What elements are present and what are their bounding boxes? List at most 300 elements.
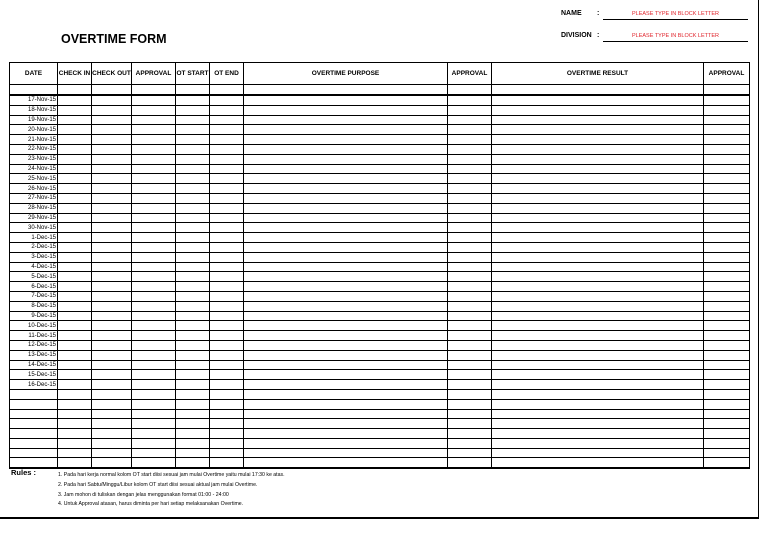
ot-end-cell[interactable]	[210, 399, 244, 409]
result-cell[interactable]	[492, 331, 704, 341]
ot-end-cell[interactable]	[210, 360, 244, 370]
ot-end-cell[interactable]	[210, 311, 244, 321]
result-approval-cell[interactable]	[704, 282, 750, 292]
check-out-cell[interactable]	[92, 262, 132, 272]
ot-start-cell[interactable]	[176, 242, 210, 252]
approval-cell[interactable]	[132, 272, 176, 282]
purpose-approval-cell[interactable]	[448, 282, 492, 292]
approval-cell[interactable]	[132, 311, 176, 321]
approval-cell[interactable]	[132, 360, 176, 370]
ot-start-cell[interactable]	[176, 291, 210, 301]
result-cell[interactable]	[492, 135, 704, 145]
ot-start-cell[interactable]	[176, 340, 210, 350]
check-in-cell[interactable]	[58, 252, 92, 262]
purpose-approval-cell[interactable]	[448, 144, 492, 154]
result-approval-cell[interactable]	[704, 331, 750, 341]
ot-end-cell[interactable]	[210, 115, 244, 125]
purpose-cell[interactable]	[244, 438, 448, 448]
ot-start-cell[interactable]	[176, 311, 210, 321]
check-in-cell[interactable]	[58, 213, 92, 223]
approval-cell[interactable]	[132, 438, 176, 448]
result-approval-cell[interactable]	[704, 193, 750, 203]
ot-end-cell[interactable]	[210, 252, 244, 262]
ot-end-cell[interactable]	[210, 272, 244, 282]
check-out-cell[interactable]	[92, 370, 132, 380]
check-out-cell[interactable]	[92, 409, 132, 419]
ot-start-cell[interactable]	[176, 154, 210, 164]
check-in-cell[interactable]	[58, 438, 92, 448]
purpose-approval-cell[interactable]	[448, 242, 492, 252]
check-in-cell[interactable]	[58, 95, 92, 105]
result-cell[interactable]	[492, 291, 704, 301]
ot-start-cell[interactable]	[176, 458, 210, 468]
check-in-cell[interactable]	[58, 419, 92, 429]
ot-end-cell[interactable]	[210, 370, 244, 380]
ot-end-cell[interactable]	[210, 350, 244, 360]
ot-start-cell[interactable]	[176, 380, 210, 390]
ot-end-cell[interactable]	[210, 301, 244, 311]
purpose-approval-cell[interactable]	[448, 154, 492, 164]
check-out-cell[interactable]	[92, 223, 132, 233]
purpose-approval-cell[interactable]	[448, 223, 492, 233]
result-approval-cell[interactable]	[704, 242, 750, 252]
result-cell[interactable]	[492, 438, 704, 448]
result-cell[interactable]	[492, 105, 704, 115]
purpose-cell[interactable]	[244, 331, 448, 341]
check-in-cell[interactable]	[58, 429, 92, 439]
ot-start-cell[interactable]	[176, 272, 210, 282]
purpose-approval-cell[interactable]	[448, 340, 492, 350]
result-approval-cell[interactable]	[704, 370, 750, 380]
result-approval-cell[interactable]	[704, 380, 750, 390]
check-out-cell[interactable]	[92, 144, 132, 154]
result-approval-cell[interactable]	[704, 409, 750, 419]
check-in-cell[interactable]	[58, 193, 92, 203]
check-in-cell[interactable]	[58, 164, 92, 174]
ot-start-cell[interactable]	[176, 203, 210, 213]
purpose-approval-cell[interactable]	[448, 291, 492, 301]
check-out-cell[interactable]	[92, 252, 132, 262]
approval-cell[interactable]	[132, 184, 176, 194]
purpose-cell[interactable]	[244, 125, 448, 135]
ot-end-cell[interactable]	[210, 389, 244, 399]
ot-end-cell[interactable]	[210, 213, 244, 223]
ot-start-cell[interactable]	[176, 105, 210, 115]
result-cell[interactable]	[492, 282, 704, 292]
result-cell[interactable]	[492, 125, 704, 135]
check-out-cell[interactable]	[92, 301, 132, 311]
purpose-cell[interactable]	[244, 291, 448, 301]
purpose-cell[interactable]	[244, 174, 448, 184]
purpose-cell[interactable]	[244, 458, 448, 468]
ot-start-cell[interactable]	[176, 301, 210, 311]
ot-end-cell[interactable]	[210, 409, 244, 419]
purpose-cell[interactable]	[244, 419, 448, 429]
ot-start-cell[interactable]	[176, 399, 210, 409]
result-approval-cell[interactable]	[704, 125, 750, 135]
ot-end-cell[interactable]	[210, 184, 244, 194]
purpose-cell[interactable]	[244, 213, 448, 223]
purpose-cell[interactable]	[244, 370, 448, 380]
ot-end-cell[interactable]	[210, 438, 244, 448]
check-out-cell[interactable]	[92, 95, 132, 105]
purpose-cell[interactable]	[244, 350, 448, 360]
ot-end-cell[interactable]	[210, 154, 244, 164]
result-approval-cell[interactable]	[704, 213, 750, 223]
result-cell[interactable]	[492, 144, 704, 154]
purpose-approval-cell[interactable]	[448, 311, 492, 321]
ot-end-cell[interactable]	[210, 193, 244, 203]
result-cell[interactable]	[492, 429, 704, 439]
purpose-cell[interactable]	[244, 233, 448, 243]
ot-end-cell[interactable]	[210, 291, 244, 301]
check-in-cell[interactable]	[58, 350, 92, 360]
result-cell[interactable]	[492, 242, 704, 252]
approval-cell[interactable]	[132, 350, 176, 360]
ot-start-cell[interactable]	[176, 370, 210, 380]
check-in-cell[interactable]	[58, 262, 92, 272]
check-in-cell[interactable]	[58, 389, 92, 399]
check-out-cell[interactable]	[92, 419, 132, 429]
purpose-cell[interactable]	[244, 409, 448, 419]
ot-end-cell[interactable]	[210, 105, 244, 115]
check-out-cell[interactable]	[92, 429, 132, 439]
purpose-cell[interactable]	[244, 429, 448, 439]
ot-start-cell[interactable]	[176, 174, 210, 184]
approval-cell[interactable]	[132, 458, 176, 468]
approval-cell[interactable]	[132, 419, 176, 429]
ot-end-cell[interactable]	[210, 242, 244, 252]
result-approval-cell[interactable]	[704, 164, 750, 174]
ot-end-cell[interactable]	[210, 262, 244, 272]
check-in-cell[interactable]	[58, 448, 92, 458]
result-cell[interactable]	[492, 164, 704, 174]
purpose-approval-cell[interactable]	[448, 429, 492, 439]
result-approval-cell[interactable]	[704, 252, 750, 262]
purpose-approval-cell[interactable]	[448, 252, 492, 262]
check-in-cell[interactable]	[58, 174, 92, 184]
approval-cell[interactable]	[132, 301, 176, 311]
purpose-cell[interactable]	[244, 154, 448, 164]
purpose-cell[interactable]	[244, 164, 448, 174]
ot-start-cell[interactable]	[176, 321, 210, 331]
approval-cell[interactable]	[132, 125, 176, 135]
check-out-cell[interactable]	[92, 272, 132, 282]
approval-cell[interactable]	[132, 380, 176, 390]
approval-cell[interactable]	[132, 95, 176, 105]
approval-cell[interactable]	[132, 233, 176, 243]
ot-end-cell[interactable]	[210, 321, 244, 331]
purpose-cell[interactable]	[244, 105, 448, 115]
purpose-cell[interactable]	[244, 272, 448, 282]
check-out-cell[interactable]	[92, 399, 132, 409]
approval-cell[interactable]	[132, 340, 176, 350]
check-in-cell[interactable]	[58, 399, 92, 409]
check-in-cell[interactable]	[58, 370, 92, 380]
check-out-cell[interactable]	[92, 174, 132, 184]
check-in-cell[interactable]	[58, 331, 92, 341]
purpose-cell[interactable]	[244, 282, 448, 292]
ot-end-cell[interactable]	[210, 331, 244, 341]
purpose-approval-cell[interactable]	[448, 438, 492, 448]
approval-cell[interactable]	[132, 282, 176, 292]
purpose-approval-cell[interactable]	[448, 458, 492, 468]
ot-start-cell[interactable]	[176, 213, 210, 223]
purpose-approval-cell[interactable]	[448, 360, 492, 370]
check-out-cell[interactable]	[92, 282, 132, 292]
check-out-cell[interactable]	[92, 125, 132, 135]
purpose-approval-cell[interactable]	[448, 380, 492, 390]
check-in-cell[interactable]	[58, 321, 92, 331]
check-in-cell[interactable]	[58, 380, 92, 390]
check-out-cell[interactable]	[92, 291, 132, 301]
check-out-cell[interactable]	[92, 184, 132, 194]
ot-start-cell[interactable]	[176, 144, 210, 154]
ot-start-cell[interactable]	[176, 360, 210, 370]
purpose-approval-cell[interactable]	[448, 301, 492, 311]
result-cell[interactable]	[492, 213, 704, 223]
check-in-cell[interactable]	[58, 203, 92, 213]
purpose-approval-cell[interactable]	[448, 399, 492, 409]
purpose-cell[interactable]	[244, 223, 448, 233]
approval-cell[interactable]	[132, 135, 176, 145]
purpose-cell[interactable]	[244, 193, 448, 203]
result-approval-cell[interactable]	[704, 301, 750, 311]
check-in-cell[interactable]	[58, 184, 92, 194]
purpose-approval-cell[interactable]	[448, 193, 492, 203]
result-cell[interactable]	[492, 193, 704, 203]
ot-start-cell[interactable]	[176, 233, 210, 243]
check-out-cell[interactable]	[92, 360, 132, 370]
result-cell[interactable]	[492, 448, 704, 458]
result-cell[interactable]	[492, 311, 704, 321]
result-cell[interactable]	[492, 340, 704, 350]
ot-end-cell[interactable]	[210, 448, 244, 458]
purpose-approval-cell[interactable]	[448, 448, 492, 458]
check-in-cell[interactable]	[58, 409, 92, 419]
purpose-cell[interactable]	[244, 252, 448, 262]
ot-start-cell[interactable]	[176, 135, 210, 145]
purpose-cell[interactable]	[244, 389, 448, 399]
check-out-cell[interactable]	[92, 242, 132, 252]
result-cell[interactable]	[492, 409, 704, 419]
purpose-approval-cell[interactable]	[448, 409, 492, 419]
purpose-cell[interactable]	[244, 184, 448, 194]
check-out-cell[interactable]	[92, 448, 132, 458]
ot-start-cell[interactable]	[176, 419, 210, 429]
check-in-cell[interactable]	[58, 105, 92, 115]
ot-start-cell[interactable]	[176, 193, 210, 203]
purpose-cell[interactable]	[244, 399, 448, 409]
purpose-cell[interactable]	[244, 311, 448, 321]
ot-end-cell[interactable]	[210, 233, 244, 243]
purpose-approval-cell[interactable]	[448, 203, 492, 213]
ot-start-cell[interactable]	[176, 184, 210, 194]
result-cell[interactable]	[492, 399, 704, 409]
approval-cell[interactable]	[132, 223, 176, 233]
result-cell[interactable]	[492, 154, 704, 164]
purpose-approval-cell[interactable]	[448, 419, 492, 429]
result-cell[interactable]	[492, 95, 704, 105]
ot-end-cell[interactable]	[210, 164, 244, 174]
ot-end-cell[interactable]	[210, 95, 244, 105]
check-in-cell[interactable]	[58, 223, 92, 233]
result-approval-cell[interactable]	[704, 262, 750, 272]
ot-start-cell[interactable]	[176, 438, 210, 448]
result-cell[interactable]	[492, 252, 704, 262]
purpose-cell[interactable]	[244, 144, 448, 154]
purpose-approval-cell[interactable]	[448, 164, 492, 174]
check-out-cell[interactable]	[92, 154, 132, 164]
check-out-cell[interactable]	[92, 311, 132, 321]
ot-end-cell[interactable]	[210, 429, 244, 439]
result-approval-cell[interactable]	[704, 115, 750, 125]
check-in-cell[interactable]	[58, 291, 92, 301]
purpose-approval-cell[interactable]	[448, 105, 492, 115]
approval-cell[interactable]	[132, 399, 176, 409]
check-out-cell[interactable]	[92, 321, 132, 331]
result-approval-cell[interactable]	[704, 144, 750, 154]
purpose-approval-cell[interactable]	[448, 174, 492, 184]
result-approval-cell[interactable]	[704, 154, 750, 164]
ot-end-cell[interactable]	[210, 380, 244, 390]
approval-cell[interactable]	[132, 242, 176, 252]
check-in-cell[interactable]	[58, 233, 92, 243]
ot-end-cell[interactable]	[210, 419, 244, 429]
purpose-cell[interactable]	[244, 203, 448, 213]
ot-end-cell[interactable]	[210, 125, 244, 135]
result-cell[interactable]	[492, 115, 704, 125]
approval-cell[interactable]	[132, 321, 176, 331]
check-out-cell[interactable]	[92, 380, 132, 390]
check-in-cell[interactable]	[58, 340, 92, 350]
approval-cell[interactable]	[132, 262, 176, 272]
result-approval-cell[interactable]	[704, 311, 750, 321]
result-approval-cell[interactable]	[704, 203, 750, 213]
check-in-cell[interactable]	[58, 360, 92, 370]
check-out-cell[interactable]	[92, 350, 132, 360]
result-approval-cell[interactable]	[704, 95, 750, 105]
check-in-cell[interactable]	[58, 144, 92, 154]
approval-cell[interactable]	[132, 409, 176, 419]
check-out-cell[interactable]	[92, 331, 132, 341]
approval-cell[interactable]	[132, 370, 176, 380]
check-in-cell[interactable]	[58, 154, 92, 164]
purpose-cell[interactable]	[244, 115, 448, 125]
result-cell[interactable]	[492, 233, 704, 243]
result-cell[interactable]	[492, 301, 704, 311]
purpose-cell[interactable]	[244, 380, 448, 390]
purpose-approval-cell[interactable]	[448, 135, 492, 145]
check-in-cell[interactable]	[58, 242, 92, 252]
check-in-cell[interactable]	[58, 115, 92, 125]
result-approval-cell[interactable]	[704, 321, 750, 331]
approval-cell[interactable]	[132, 144, 176, 154]
result-approval-cell[interactable]	[704, 233, 750, 243]
result-cell[interactable]	[492, 203, 704, 213]
check-in-cell[interactable]	[58, 282, 92, 292]
approval-cell[interactable]	[132, 389, 176, 399]
ot-start-cell[interactable]	[176, 448, 210, 458]
approval-cell[interactable]	[132, 429, 176, 439]
approval-cell[interactable]	[132, 105, 176, 115]
check-in-cell[interactable]	[58, 272, 92, 282]
approval-cell[interactable]	[132, 164, 176, 174]
ot-start-cell[interactable]	[176, 429, 210, 439]
check-out-cell[interactable]	[92, 389, 132, 399]
result-approval-cell[interactable]	[704, 174, 750, 184]
result-cell[interactable]	[492, 184, 704, 194]
approval-cell[interactable]	[132, 203, 176, 213]
result-approval-cell[interactable]	[704, 105, 750, 115]
check-out-cell[interactable]	[92, 340, 132, 350]
result-cell[interactable]	[492, 321, 704, 331]
purpose-approval-cell[interactable]	[448, 95, 492, 105]
ot-start-cell[interactable]	[176, 282, 210, 292]
ot-start-cell[interactable]	[176, 164, 210, 174]
result-cell[interactable]	[492, 370, 704, 380]
check-out-cell[interactable]	[92, 193, 132, 203]
result-cell[interactable]	[492, 350, 704, 360]
result-cell[interactable]	[492, 174, 704, 184]
name-field[interactable]: PLEASE TYPE IN BLOCK LETTER	[603, 9, 748, 20]
purpose-approval-cell[interactable]	[448, 272, 492, 282]
check-in-cell[interactable]	[58, 458, 92, 468]
ot-end-cell[interactable]	[210, 458, 244, 468]
purpose-approval-cell[interactable]	[448, 331, 492, 341]
check-in-cell[interactable]	[58, 125, 92, 135]
purpose-approval-cell[interactable]	[448, 389, 492, 399]
ot-start-cell[interactable]	[176, 223, 210, 233]
purpose-cell[interactable]	[244, 262, 448, 272]
result-approval-cell[interactable]	[704, 429, 750, 439]
result-approval-cell[interactable]	[704, 340, 750, 350]
result-approval-cell[interactable]	[704, 389, 750, 399]
result-cell[interactable]	[492, 262, 704, 272]
purpose-approval-cell[interactable]	[448, 213, 492, 223]
approval-cell[interactable]	[132, 291, 176, 301]
purpose-approval-cell[interactable]	[448, 125, 492, 135]
purpose-cell[interactable]	[244, 321, 448, 331]
purpose-cell[interactable]	[244, 95, 448, 105]
result-cell[interactable]	[492, 272, 704, 282]
ot-end-cell[interactable]	[210, 203, 244, 213]
check-out-cell[interactable]	[92, 203, 132, 213]
result-cell[interactable]	[492, 360, 704, 370]
purpose-cell[interactable]	[244, 135, 448, 145]
ot-start-cell[interactable]	[176, 389, 210, 399]
result-approval-cell[interactable]	[704, 223, 750, 233]
check-out-cell[interactable]	[92, 135, 132, 145]
purpose-approval-cell[interactable]	[448, 350, 492, 360]
purpose-approval-cell[interactable]	[448, 321, 492, 331]
approval-cell[interactable]	[132, 174, 176, 184]
purpose-approval-cell[interactable]	[448, 262, 492, 272]
result-approval-cell[interactable]	[704, 399, 750, 409]
ot-end-cell[interactable]	[210, 223, 244, 233]
ot-end-cell[interactable]	[210, 144, 244, 154]
ot-start-cell[interactable]	[176, 95, 210, 105]
result-approval-cell[interactable]	[704, 360, 750, 370]
check-out-cell[interactable]	[92, 105, 132, 115]
check-out-cell[interactable]	[92, 438, 132, 448]
approval-cell[interactable]	[132, 213, 176, 223]
approval-cell[interactable]	[132, 331, 176, 341]
result-approval-cell[interactable]	[704, 291, 750, 301]
ot-end-cell[interactable]	[210, 135, 244, 145]
approval-cell[interactable]	[132, 115, 176, 125]
result-approval-cell[interactable]	[704, 350, 750, 360]
